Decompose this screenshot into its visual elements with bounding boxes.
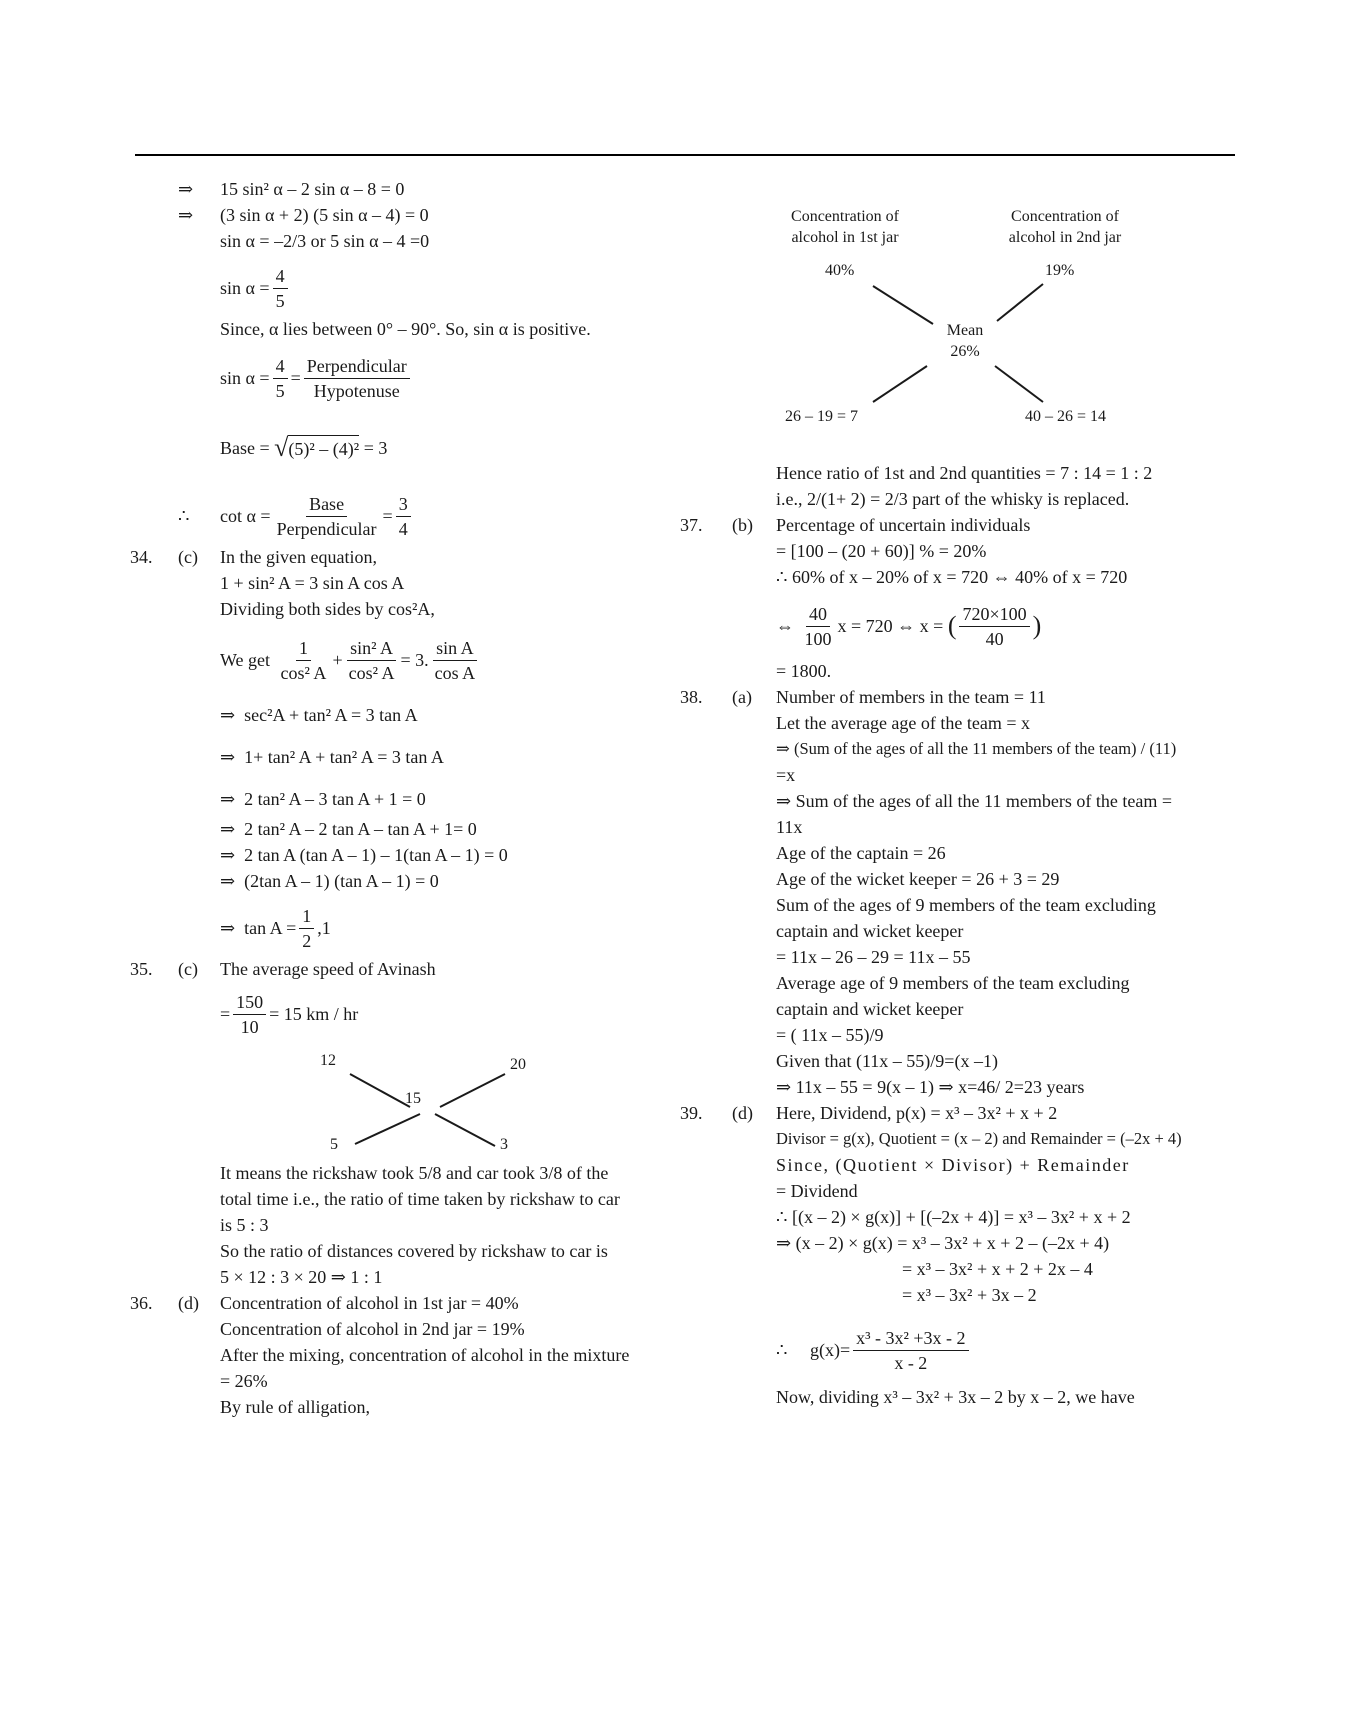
text-line: After the mixing, concentration of alcohol in the mixture <box>220 1345 630 1365</box>
text-line: By rule of alligation, <box>220 1397 370 1417</box>
equation-line: ⇒ 15 sin² α – 2 sin α – 8 = 0 <box>130 176 670 202</box>
we-get-line: We get $\frac{1}{\text{cos² A}}$ + $\frac{\text{sin² A}}{\text{cos² A}}$ = 3. $\frac{\text{sin A}}{\text{cos A}}$ <box>130 632 670 688</box>
diagram-line <box>435 1114 495 1146</box>
text-line: Age of the captain = 26 <box>776 843 946 863</box>
implies-arrow: ⇒ <box>220 845 236 865</box>
question-37: 37. (b) Percentage of uncertain individuals <box>680 515 1031 535</box>
equation-line: ⇒ 2 tan² A – 3 tan A + 1 = 0 <box>220 789 426 809</box>
equation-line: ⇒ (3 sin α + 2) (5 sin α – 4) = 0 <box>130 202 670 228</box>
text-line: Divisor = g(x), Quotient = (x – 2) and Remainder = (–2x + 4) <box>776 1129 1182 1148</box>
header-rule <box>135 154 1235 156</box>
equation-line: = x³ – 3x² + 3x – 2 <box>902 1285 1037 1305</box>
fraction: $\frac{1}{2}$ <box>299 904 314 953</box>
equation-line: = 1800. <box>776 661 832 681</box>
diagram-label: 19% <box>1045 262 1075 279</box>
equation-line: = x³ – 3x² + x + 2 + 2x – 4 <box>902 1259 1093 1279</box>
right-column <box>680 176 1235 1410</box>
equation-line: ∴ 60% of x – 20% of x = 720 ⇔ 40% of x = 720 <box>776 567 1128 587</box>
speed-line: = $\frac{150}{10}$ = 15 km / hr <box>220 991 359 1037</box>
equation-line: ⇒ (x – 2) × g(x) = x³ – 3x² + x + 2 – (–2x + 4) <box>776 1233 1110 1253</box>
diagram-label: 40% <box>825 262 855 279</box>
fraction: $\frac{\text{sin² A}}{\text{cos² A}}$ <box>348 637 395 683</box>
text-line: captain and wicket keeper <box>776 921 964 941</box>
text-line: Given that (11x – 55)/9=(x –1) <box>776 1051 998 1071</box>
text-line: is 5 : 3 <box>220 1215 269 1235</box>
therefore-symbol: ∴ <box>178 506 190 526</box>
equation-line: ⇒ 1+ tan² A + tan² A = 3 tan A <box>220 747 444 767</box>
fraction: $\frac{1}{\text{cos² A}}$ <box>280 637 327 683</box>
fraction: $\frac{\text{Base}}{\text{Perpendicular}}$ <box>276 493 377 539</box>
equation-line: sin α = –2/3 or 5 sin α – 4 =0 <box>220 231 430 251</box>
diagram-label: 12 <box>320 1052 336 1069</box>
text-line: Hence ratio of 1st and 2nd quantities = 7 : 14 = 1 : 2 <box>776 463 1153 483</box>
left-column <box>130 176 670 1420</box>
diagram-label: 3 <box>500 1136 508 1153</box>
alligation-diagram-36 <box>775 176 1155 426</box>
diagram-label: alcohol in 1st jar <box>791 229 899 246</box>
implies-arrow: ⇒ <box>220 747 236 767</box>
fraction: $\frac{\text{x³ - 3x² +3x - 2}}{x - 2}$ <box>853 1326 968 1375</box>
equation-line: ⇒ (2tan A – 1) (tan A – 1) = 0 <box>220 871 439 891</box>
fraction: $\frac{\text{sin A}}{\text{cos A}}$ <box>434 637 476 683</box>
question-36: 36. (d) Concentration of alcohol in 1st jar = 40% <box>130 1293 519 1313</box>
diagram-label: 40 – 26 = 14 <box>1025 408 1107 425</box>
fraction: $\frac{4}{5}$ <box>273 264 288 313</box>
diagram-line <box>355 1114 420 1144</box>
g-of-x-line: ∴ g(x)= $\frac{\text{x³ - 3x² +3x - 2}}{x - 2}$ <box>680 1322 1235 1378</box>
diagram-label: Concentration of <box>1011 208 1119 225</box>
diagram-label: Mean <box>946 322 984 339</box>
equation-line: 1 + sin² A = 3 sin A cos A <box>220 573 405 593</box>
implies-arrow: ⇒ <box>220 918 236 938</box>
implies-arrow: ⇒ <box>178 179 194 199</box>
implies-arrow: ⇒ <box>220 789 236 809</box>
cot-line: ∴ cot α = $\frac{\text{Base}}{\text{Perpendicular}}$ = $\frac{3}{4}$ <box>130 488 670 544</box>
equation-line: ⇒ 2 tan A (tan A – 1) – 1(tan A – 1) = 0 <box>220 845 508 865</box>
question-35: 35. (c) The average speed of Avinash <box>130 959 436 979</box>
text-line: = Dividend <box>776 1181 858 1201</box>
equation-line: = [100 – (20 + 60)] % = 20% <box>776 541 987 561</box>
equation-line: ∴ [(x – 2) × g(x)] + [(–2x + 4)] = x³ – 3x² + x + 2 <box>776 1207 1131 1227</box>
diagram-label: 5 <box>330 1136 338 1153</box>
diagram-line <box>995 366 1043 402</box>
implies-arrow: ⇒ <box>220 705 236 725</box>
diagram-line <box>997 284 1043 321</box>
question-39: 39. (d) Here, Dividend, p(x) = x³ – 3x² + x + 2 <box>680 1103 1058 1123</box>
fraction: $\frac{720\times 100}{40}$ <box>959 602 1029 651</box>
sqrt-icon: √ <box>274 433 289 462</box>
fraction: $\frac{4}{5}$ <box>273 354 288 403</box>
diagram-label: 20 <box>510 1056 526 1073</box>
text-line: Average age of 9 members of the team excluding <box>776 973 1130 993</box>
text-line: Let the average age of the team = x <box>776 713 1031 733</box>
diagram-line <box>873 366 927 402</box>
text-line: Sum of the ages of 9 members of the team excluding <box>776 895 1156 915</box>
text-line: Since, (Quotient × Divisor) + Remainder <box>776 1155 1130 1175</box>
text-line: captain and wicket keeper <box>776 999 964 1019</box>
diagram-label: 26% <box>950 343 980 360</box>
text-line: ⇒ (Sum of the ages of all the 11 members of the team) / (11) <box>776 739 1177 758</box>
diagram-label: 26 – 19 = 7 <box>785 408 859 425</box>
text-line: Since, α lies between 0° – 90°. So, sin α is positive. <box>220 319 591 339</box>
text-line: ⇒ Sum of the ages of all the 11 members of the team = <box>776 791 1172 811</box>
fraction: $\frac{40}{100}$ <box>804 603 832 649</box>
equation-line: ⇒ 2 tan² A – 2 tan A – tan A + 1= 0 <box>220 819 477 839</box>
diagram-label: Concentration of <box>791 208 899 225</box>
diagram-label: 15 <box>405 1090 421 1107</box>
implies-arrow: ⇒ <box>178 205 194 225</box>
text-line: = 26% <box>220 1371 268 1391</box>
equation-line: ⇔ $\frac{40}{100}$ x = 720 ⇔ x = ( $\frac{720\times 100}{40}$ ) <box>776 603 1042 649</box>
alligation-diagram-35 <box>320 1052 540 1158</box>
text-line: = ( 11x – 55)/9 <box>776 1025 884 1045</box>
text-line: total time i.e., the ratio of time taken by rickshaw to car <box>220 1189 620 1209</box>
text-line: Now, dividing x³ – 3x² + 3x – 2 by x – 2, we have <box>776 1387 1135 1407</box>
text-line: 5 × 12 : 3 × 20 ⇒ 1 : 1 <box>220 1267 383 1287</box>
base-line: Base = √ (5)² – (4)² = 3 <box>220 433 388 462</box>
text-line: 11x <box>776 817 803 837</box>
text-line: Dividing both sides by cos²A, <box>220 599 435 619</box>
equation-line: ⇒ sec²A + tan² A = 3 tan A <box>220 705 418 725</box>
diagram-line <box>440 1074 505 1107</box>
fraction: $\frac{3}{4}$ <box>396 492 411 541</box>
sin-fraction-line: sin α = $\frac{4}{5}$ <box>130 260 670 316</box>
text-line: It means the rickshaw took 5/8 and car took 3/8 of the <box>220 1163 609 1183</box>
fraction: $\frac{150}{10}$ <box>233 990 266 1039</box>
text-line: Concentration of alcohol in 2nd jar = 19% <box>220 1319 525 1339</box>
sin-ratio-line: sin α = $\frac{4}{5}$ = $\frac{\text{Perpendicular}}{\text{Hypotenuse}}$ <box>130 350 670 406</box>
implies-arrow: ⇒ <box>220 871 236 891</box>
diagram-line <box>873 286 933 324</box>
diagram-label: alcohol in 2nd jar <box>1008 229 1122 246</box>
implies-arrow: ⇒ <box>220 819 236 839</box>
question-38: 38. (a) Number of members in the team = 11 <box>680 687 1046 707</box>
diagram-line <box>350 1074 410 1107</box>
text-line: = 11x – 26 – 29 = 11x – 55 <box>776 947 971 967</box>
tan-line: ⇒ tan A = $\frac{1}{2}$ ,1 <box>220 905 331 951</box>
text-line: i.e., 2/(1+ 2) = 2/3 part of the whisky is replaced. <box>776 489 1130 509</box>
text-line: So the ratio of distances covered by rickshaw to car is <box>220 1241 608 1261</box>
fraction: $\frac{\text{Perpendicular}}{\text{Hypotenuse}}$ <box>304 354 410 403</box>
text-line: Age of the wicket keeper = 26 + 3 = 29 <box>776 869 1060 889</box>
text-line: =x <box>776 765 796 785</box>
text-line: ⇒ 11x – 55 = 9(x – 1) ⇒ x=46/ 2=23 years <box>776 1077 1085 1097</box>
question-34: 34. (c) In the given equation, <box>130 547 377 567</box>
